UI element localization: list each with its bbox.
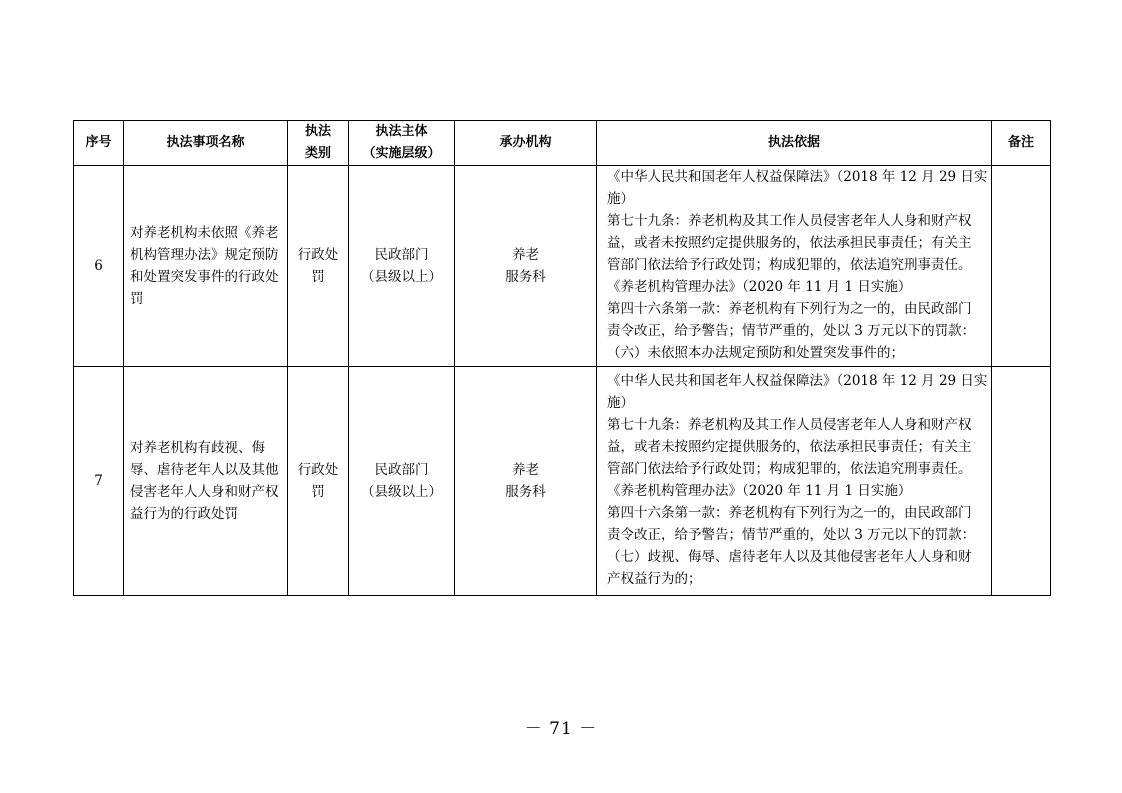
basis-line: 《养老机构管理办法》（2020 年 11 月 1 日实施）: [607, 483, 912, 499]
basis-line: 责令改正，给予警告；情节严重的，处以 3 万元以下的罚款：: [607, 323, 976, 339]
basis-line: 第七十九条：养老机构及其工作人员侵害老年人人身和财产权: [607, 417, 972, 433]
row-org-line1: 养老: [512, 247, 539, 263]
row-no: 7: [74, 367, 124, 596]
basis-line: 产权益行为的；: [607, 571, 702, 587]
basis-line: 益，或者未按照约定提供服务的，依法承担民事责任；有关主: [607, 235, 972, 251]
header-type: [288, 121, 349, 166]
header-subject-line2: （实施层级）: [362, 146, 441, 161]
basis-line: 《中华人民共和国老年人权益保障法》（2018 年 12 月 29 日实: [607, 169, 988, 185]
header-org: 承办机构: [455, 121, 597, 166]
header-subject: [349, 121, 455, 166]
table-row: [74, 166, 1051, 367]
page-number: － 71 －: [524, 719, 598, 739]
row-note: [992, 166, 1051, 367]
row-type: [288, 166, 349, 367]
row-note: [992, 367, 1051, 596]
row-no: 6: [74, 166, 124, 367]
row-org: [455, 367, 597, 596]
header-no: 序号: [74, 121, 124, 166]
basis-line: 管部门依法给予行政处罚；构成犯罪的，依法追究刑事责任。: [607, 257, 972, 273]
basis-line: 益，或者未按照约定提供服务的，依法承担民事责任；有关主: [607, 439, 972, 455]
row-subject-line2: （县级以上）: [361, 484, 442, 500]
basis-line: 责令改正，给予警告；情节严重的，处以 3 万元以下的罚款：: [607, 527, 976, 543]
basis-line: 第四十六条第一款：养老机构有下列行为之一的，由民政部门: [607, 301, 972, 317]
basis-line: （七）歧视、侮辱、虐待老年人以及其他侵害老年人人身和财: [607, 549, 972, 565]
row-type-line2: 罚: [311, 484, 325, 500]
row-subject: [349, 166, 455, 367]
header-note: 备注: [992, 121, 1051, 166]
row-subject-line2: （县级以上）: [361, 269, 442, 285]
basis-line: 施）: [607, 191, 634, 207]
basis-line: （六）未依照本办法规定预防和处置突发事件的；: [607, 345, 904, 361]
row-basis: [597, 367, 992, 596]
basis-line: 第四十六条第一款：养老机构有下列行为之一的，由民政部门: [607, 505, 972, 521]
row-type-line1: 行政处: [297, 462, 339, 478]
row-subject: [349, 367, 455, 596]
row-org-line2: 服务科: [505, 484, 546, 500]
table-row: [74, 367, 1051, 596]
row-subject-line1: 民政部门: [374, 462, 429, 478]
row-type-line2: 罚: [311, 269, 325, 285]
row-subject-line1: 民政部门: [374, 247, 429, 263]
basis-line: 第七十九条：养老机构及其工作人员侵害老年人人身和财产权: [607, 213, 972, 229]
row-type: [288, 367, 349, 596]
basis-line: 施）: [607, 395, 634, 411]
basis-line: 《中华人民共和国老年人权益保障法》（2018 年 12 月 29 日实: [607, 373, 988, 389]
basis-line: 《养老机构管理办法》（2020 年 11 月 1 日实施）: [607, 279, 912, 295]
header-basis: 执法依据: [597, 121, 992, 166]
header-name: 执法事项名称: [124, 121, 288, 166]
header-type-line1: 执法: [304, 124, 331, 139]
row-type-line1: 行政处: [297, 247, 339, 263]
row-name: 对养老机构未依照《养老机构管理办法》规定预防和处置突发事件的行政处罚: [124, 166, 288, 367]
basis-line: 管部门依法给予行政处罚；构成犯罪的，依法追究刑事责任。: [607, 461, 972, 477]
row-org-line2: 服务科: [505, 269, 546, 285]
header-subject-line1: 执法主体: [375, 124, 428, 139]
row-basis: [597, 166, 992, 367]
row-name: 对养老机构有歧视、侮辱、虐待老年人以及其他侵害老年人人身和财产权益行为的行政处罚: [124, 367, 288, 596]
header-type-line2: 类别: [304, 146, 331, 161]
row-org: [455, 166, 597, 367]
enforcement-table: [73, 120, 1051, 596]
row-org-line1: 养老: [512, 462, 539, 478]
table-header-row: [74, 121, 1051, 166]
